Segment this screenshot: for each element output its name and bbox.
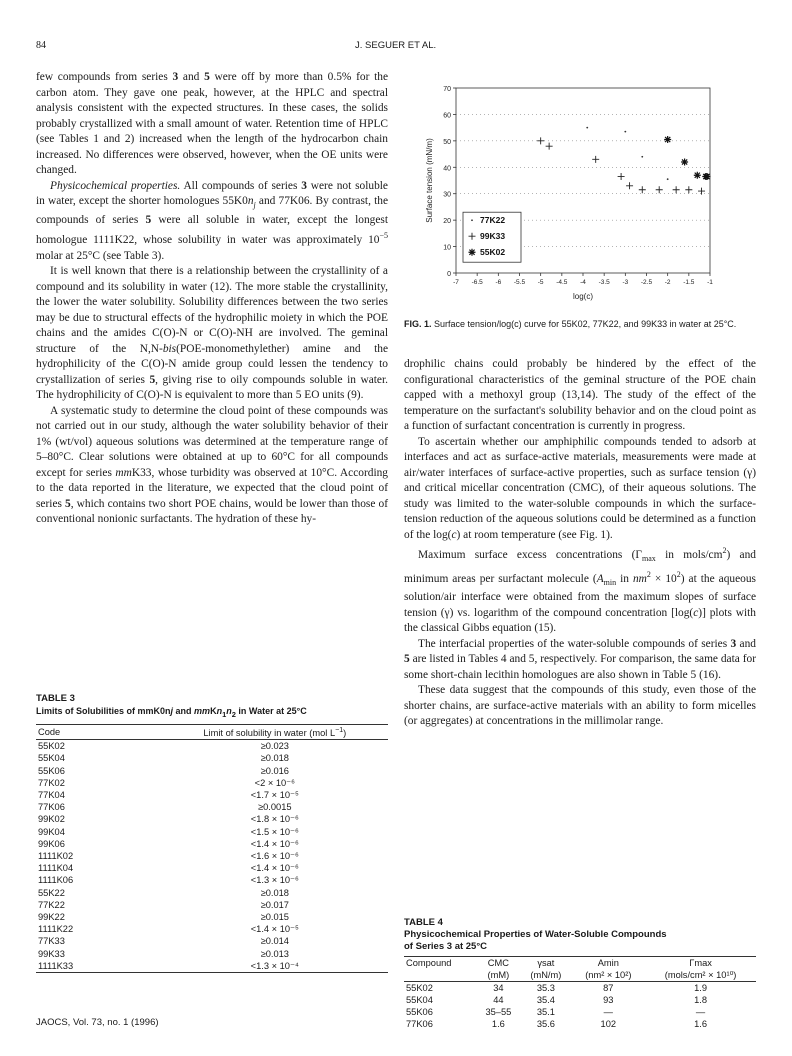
figure-1 — [404, 78, 756, 312]
table-cell-limit: ≥0.014 — [260, 936, 289, 947]
y-tick-label: 50 — [443, 138, 451, 146]
table-cell-limit: <1.4 × 10⁻⁶ — [250, 838, 299, 849]
table-row — [404, 1018, 756, 1030]
y-tick-label: 0 — [447, 271, 451, 278]
table-cell: 1.8 — [694, 995, 708, 1005]
data-point-77k22 — [641, 156, 643, 158]
data-point-99k33 — [537, 137, 544, 144]
table-cell: 55K02 — [406, 983, 433, 993]
data-point-77k22 — [624, 131, 626, 133]
right-column-text — [404, 357, 756, 730]
table-cell-code: 77K02 — [38, 777, 65, 788]
table-4-grid — [404, 957, 756, 1030]
table-cell-limit: ≥0.015 — [260, 911, 289, 922]
data-point-99k33 — [618, 173, 625, 180]
table-cell-limit: ≥0.018 — [260, 753, 289, 764]
table-cell-code: 55K04 — [38, 753, 65, 764]
table-4-header: Compound — [406, 958, 452, 968]
table-cell-code: 55K06 — [38, 765, 65, 776]
table-row — [36, 740, 388, 753]
table-cell-limit: <1.3 × 10⁻⁴ — [250, 960, 299, 971]
table-cell-code: 1111K02 — [38, 850, 74, 861]
footer: JAOCS, Vol. 73, no. 1 (1996) — [36, 1017, 159, 1028]
table-cell-code: 77K04 — [38, 789, 65, 800]
table-row — [36, 862, 388, 874]
table-row — [36, 777, 388, 789]
table-3-label: TABLE 3 — [36, 693, 75, 704]
table-cell-limit: ≥0.023 — [260, 741, 289, 752]
x-tick-label: -6 — [495, 279, 502, 286]
table-row — [36, 838, 388, 850]
table-cell: 55K04 — [406, 995, 433, 1005]
paragraph: To ascertain whether our amphiphilic compounds tended to adsorb at interfaces and act as surface-active materials, measurements were made at air/water interfaces of surface-active properties, such as surface tension (γ) and critical micellar concentration (CMC), of their aqueous solutions. The study was limited to the water-soluble compounds in which the surface-tension reduction of the aqueous solutions could be determined as a function of the log(c) at room temperature (see Fig. 1). — [404, 435, 756, 541]
paragraph: A systematic study to determine the cloud point of these compounds was not carried out in our study, although the water solubility behavior of their 1% (wt/vol) aqueous solutions was determined at the temperature range of 5–80°C. Clear solutions were obtained at up to 60°C for all compounds except for series mmK33, whose turbidity was observed at 10°C. According to the data reported in the literature, we expected that the cloud point of series 5, which contains two short POE chains, would be lower than those of conventional nonionic surfactants. The hydration of these hy- — [36, 404, 388, 526]
table-cell-limit: <1.3 × 10⁻⁶ — [250, 875, 299, 886]
table-row — [36, 765, 388, 777]
paragraph: drophilic chains could probably be hindered by the effect of the configurational characteristics of the geminal structure of the POE chain capped with a methoxyl group (13,14). The study of the effect of the temperature on the surfactant's solubility behavior and on the cloud point as a function of surfactant concentration is currently in progress. — [404, 358, 756, 432]
table-4-unit — [404, 969, 477, 982]
table-cell: 34 — [493, 983, 504, 993]
table-4-header: Γmax — [689, 958, 712, 968]
table-row — [36, 813, 388, 825]
data-point-77k22 — [586, 127, 588, 129]
y-axis-label: Surface tension (mN/m) — [425, 138, 434, 223]
figure-caption — [404, 318, 756, 330]
y-tick-label: 10 — [443, 244, 451, 252]
x-tick-label: -4.5 — [556, 279, 568, 286]
table-row — [36, 850, 388, 862]
table-row — [36, 874, 388, 886]
figure-caption-label: FIG. 1. — [404, 319, 432, 329]
legend-label: 55K02 — [480, 247, 506, 258]
table-cell-limit: <1.8 × 10⁻⁶ — [250, 814, 299, 825]
legend-label: 99K33 — [480, 231, 506, 242]
legend-label: 77K22 — [480, 215, 506, 226]
y-tick-label: 40 — [443, 165, 451, 173]
page-number: 84 — [36, 40, 46, 51]
table-cell-limit: ≥0.017 — [260, 899, 289, 910]
table-cell: 1.6 — [694, 1019, 708, 1029]
table-4-unit: (mols/cm² × 10¹⁰) — [664, 970, 737, 980]
x-tick-label: -1 — [707, 279, 713, 286]
table-cell-limit: <1.7 × 10⁻⁵ — [250, 789, 299, 800]
x-tick-label: -7 — [453, 279, 459, 286]
paragraph: few compounds from series 3 and 5 were off by more than 0.5% for the carbon atom. They gave one peak, however, at the HPLC and spectral analysis consistent with the expected structures. In these cases, the solids probably crystallized with a small amount of water. Retention time of HPLC (see Tables 1 and 2) increased when the length of the hydrocarbon chain increased. No differences were observed, however, when the OE units were changed. — [36, 71, 388, 176]
legend-marker — [469, 249, 476, 256]
table-cell-limit: <2 × 10⁻⁶ — [254, 777, 295, 788]
table-cell-code: 77K22 — [38, 899, 65, 910]
table-cell-limit: <1.4 × 10⁻⁵ — [250, 924, 299, 935]
table-cell-code: 99K04 — [38, 826, 65, 837]
x-tick-label: -3 — [622, 279, 629, 286]
paragraph: Physicochemical properties. All compounds of series 3 were not soluble in water, except the shorter homologues $55K0n_j$ and 77K06. By contrast, the compounds of series 5 were all soluble in water, except the longest homologue 1111K22, whose solubility in water was approximately $10^{-5}$ molar at 25°C (see Table 3). — [36, 179, 388, 262]
data-point-77k22 — [667, 178, 669, 180]
table-cell: 35.6 — [536, 1019, 555, 1029]
table-row — [36, 887, 388, 899]
table-cell: 77K06 — [406, 1019, 433, 1029]
y-tick-label: 70 — [443, 86, 451, 93]
y-tick-label: 20 — [443, 218, 451, 226]
x-tick-label: -5.5 — [513, 279, 526, 286]
table-row — [36, 923, 388, 935]
table-4-header: γsat — [537, 958, 555, 968]
data-point-55k02 — [681, 159, 688, 166]
data-point-55k02 — [664, 136, 671, 143]
table-row — [36, 899, 388, 911]
table-cell-limit: ≥0.013 — [260, 948, 289, 959]
data-point-99k33 — [685, 186, 692, 193]
paragraph: These data suggest that the compounds of this study, even those of the shorter chains, are surface-active materials with an ability to form micelles (or aggregates) at concentrations in the millimolar range. — [404, 684, 756, 728]
table-cell-code: 1111K33 — [38, 960, 74, 971]
table-4-header: Amin — [597, 958, 619, 968]
table-cell-code: 1111K06 — [38, 875, 74, 886]
data-point-99k33 — [592, 156, 599, 163]
surface-tension-chart — [404, 78, 756, 312]
table-row — [36, 752, 388, 764]
x-tick-label: -2.5 — [640, 279, 653, 286]
table-row — [36, 801, 388, 813]
table-4-title-line1: Physicochemical Properties of Water-Soluble Compounds — [404, 929, 667, 940]
figure-caption-text: Surface tension/log(c) curve for 55K02, 77K22, and 99K33 in water at 25°C. — [434, 319, 737, 329]
table-cell: — — [603, 1007, 613, 1017]
table-4-label: TABLE 4 — [404, 917, 443, 928]
table-cell: 55K06 — [406, 1007, 433, 1017]
table-cell: 35.4 — [536, 995, 555, 1005]
table-cell-code: 99K22 — [38, 911, 65, 922]
data-point-55k02 — [694, 172, 701, 179]
data-point-99k33 — [639, 186, 646, 193]
table-cell: 102 — [600, 1019, 617, 1029]
table-4-unit: (mM) — [487, 970, 510, 980]
table-cell-code: 1111K04 — [38, 863, 74, 874]
table-4 — [404, 917, 756, 1030]
legend-marker — [471, 219, 473, 221]
table-cell-limit: ≥0.0015 — [258, 802, 292, 813]
table-4-unit: (nm² × 10²) — [585, 970, 632, 980]
paragraph: Maximum surface excess concentrations ($\Gamma_{max}$ in mols/$cm^2$) and minimum areas per surfactant molecule ($A_{min}$ in $nm^2 \times 10^2$) at the aqueous solution/air interface were obtained from the maximum slopes of surface tension (γ) vs. logarithm of the compound concentration [log(c)] plots with the classical Gibbs equation (15). — [404, 546, 756, 635]
table-row — [36, 911, 388, 923]
table-4-unit: (mN/m) — [530, 970, 562, 980]
table-4-title-line2: of Series 3 at 25°C — [404, 941, 488, 952]
table-4-header: CMC — [487, 958, 509, 968]
table-cell: 35.1 — [536, 1007, 555, 1017]
table-cell: — — [695, 1007, 706, 1017]
table-row — [404, 982, 756, 995]
x-tick-label: -4 — [580, 279, 586, 286]
table-cell-code: 99K02 — [38, 814, 65, 825]
table-row — [404, 1006, 756, 1018]
paragraph: The interfacial properties of the water-soluble compounds of series 3 and 5 are listed in Tables 4 and 5, respectively. For comparison, the same data for some short-chain lecithin homologues are also shown in Table 5 (16). — [404, 637, 756, 681]
table-cell: 35–55 — [485, 1007, 512, 1017]
table-cell-limit: <1.4 × 10⁻⁶ — [250, 863, 299, 874]
table-row — [36, 789, 388, 801]
x-tick-label: -5 — [537, 279, 544, 286]
paragraph: It is well known that there is a relationship between the crystallinity of a compound and its solubility in water (12). The more stable the crystallinity, the lower the water solubility. Solubility differences between the two series may be due to structural effects of the hydrophilic moiety in which the POE chains and the amides C(O)-N or C(O)-NH are involved. The geminal structure of the N,N-bis(POE-monomethylether) amine and the hydrophilicity of the C(O)-N amide group could lessen the tendency to crystallization of series 5, giving rise to oily compounds soluble in water. The hydrophilicity of C(O)-N is equivalent to more than 5 EO units (9). — [36, 265, 389, 402]
x-axis-label: log(c) — [572, 292, 594, 301]
x-tick-label: -2 — [664, 279, 671, 286]
table-cell: 1.6 — [491, 1019, 505, 1029]
table-row — [404, 994, 756, 1006]
left-column-text — [36, 70, 388, 528]
y-tick-label: 60 — [443, 112, 451, 120]
data-point-55k02 — [704, 173, 711, 180]
running-title: J. SEGUER ET AL. — [355, 40, 437, 51]
table-cell-code: 77K06 — [38, 802, 65, 813]
data-point-99k33 — [698, 188, 705, 195]
table-cell-code: 99K06 — [38, 838, 65, 849]
table-3-grid — [36, 725, 388, 972]
table-cell-limit: <1.6 × 10⁻⁶ — [250, 850, 299, 861]
data-point-99k33 — [673, 186, 680, 193]
table-row — [36, 826, 388, 838]
table-3-title: Limits of Solubilities of mmK0nj and $mmKn_1n_2$ in Water at 25°C — [36, 706, 307, 719]
table-cell-code: 99K33 — [38, 948, 65, 959]
data-point-99k33 — [656, 186, 663, 193]
table-cell: 44 — [493, 995, 504, 1005]
x-tick-label: -1.5 — [683, 279, 695, 286]
x-tick-label: -3.5 — [598, 279, 610, 286]
table-row — [36, 960, 388, 972]
table-cell: 87 — [603, 983, 614, 993]
table-cell: 1.9 — [694, 983, 708, 993]
table-cell: 93 — [603, 995, 614, 1005]
table-3 — [36, 693, 388, 973]
table-cell-code: 55K22 — [38, 887, 65, 898]
table-cell-limit: ≥0.018 — [260, 887, 289, 898]
table-cell-limit: <1.5 × 10⁻⁶ — [250, 826, 299, 837]
table-cell-limit: ≥0.016 — [260, 765, 289, 776]
table-cell-code: 77K33 — [38, 936, 65, 947]
table-row — [36, 948, 388, 960]
table-3-col-limit: Limit of solubility in water (mol $L^{-1}$) — [203, 726, 347, 738]
table-cell-code: 1111K22 — [38, 924, 74, 935]
x-tick-label: -6.5 — [471, 279, 483, 286]
data-point-99k33 — [546, 143, 553, 150]
table-row — [36, 935, 388, 947]
data-point-99k33 — [626, 182, 633, 189]
y-tick-label: 30 — [443, 191, 451, 199]
table-3-col-code: Code — [38, 726, 61, 737]
table-cell-code: 55K02 — [38, 741, 65, 752]
table-cell: 35.3 — [536, 983, 555, 993]
